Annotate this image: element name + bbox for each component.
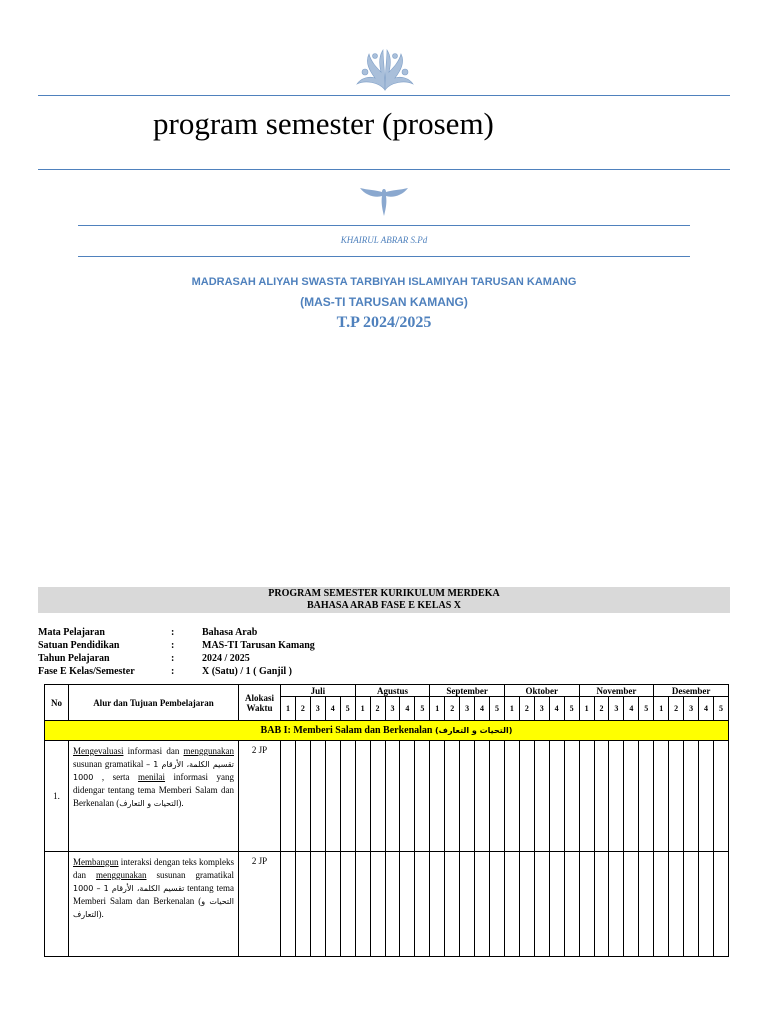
week-cell (504, 852, 519, 957)
week-cell (519, 741, 534, 852)
fleur-ornament-icon (354, 178, 414, 218)
row-alokasi: 2 JP (239, 741, 281, 852)
program-semester-table (44, 684, 729, 957)
week-cell (281, 741, 296, 852)
week-number: 3 (385, 697, 400, 721)
desc-text: ). (98, 909, 104, 919)
meta-colon: : (171, 653, 175, 664)
school-short: (MAS-TI TARUSAN KAMANG) (300, 295, 468, 309)
month-header: September (430, 685, 505, 697)
week-cell (430, 741, 445, 852)
keyword: Membangun (73, 857, 119, 867)
week-cell (594, 741, 609, 852)
week-cell (564, 741, 579, 852)
month-header: Oktober (504, 685, 579, 697)
bab-row (45, 721, 729, 741)
week-cell (579, 741, 594, 852)
week-number: 1 (504, 697, 519, 721)
week-cell (445, 741, 460, 852)
week-cell (654, 741, 669, 852)
week-number: 2 (295, 697, 310, 721)
week-cell (639, 852, 654, 957)
meta-colon: : (171, 627, 175, 638)
floral-ornament-icon (335, 42, 435, 92)
page-title: program semester (prosem) (153, 106, 494, 141)
week-cell (325, 741, 340, 852)
document-header (38, 587, 730, 613)
week-number: 3 (684, 697, 699, 721)
week-cell (699, 741, 714, 852)
week-cell (594, 852, 609, 957)
school-year: T.P 2024/2025 (336, 314, 432, 331)
bab-title: BAB I: Memberi Salam dan Berkenalan (260, 725, 433, 736)
col-alokasi-header: Alokasi Waktu (239, 685, 281, 721)
week-cell (713, 741, 728, 852)
author-rule-top (78, 225, 690, 226)
week-cell (475, 852, 490, 957)
desc-text: informasi yang didengar tentang tema Memberi Salam dan Berkenalan ( (73, 772, 234, 808)
week-cell (519, 852, 534, 957)
week-number: 5 (490, 697, 505, 721)
top-rule (38, 95, 730, 96)
meta-colon: : (171, 640, 175, 651)
meta-row (38, 652, 315, 665)
week-cell (310, 852, 325, 957)
week-number: 5 (713, 697, 728, 721)
school-name: MADRASAH ALIYAH SWASTA TARBIYAH ISLAMIYAH TARUSAN KAMANG (191, 276, 577, 288)
keyword: menilai (138, 772, 166, 782)
week-number: 3 (460, 697, 475, 721)
week-cell (639, 741, 654, 852)
keyword: Mengevaluasi (73, 746, 124, 756)
week-cell (624, 852, 639, 957)
week-number: 4 (475, 697, 490, 721)
week-cell (445, 852, 460, 957)
row-description (69, 741, 239, 852)
header-line-2: BAHASA ARAB FASE E KELAS X (306, 600, 462, 611)
week-cell (385, 852, 400, 957)
week-cell (609, 852, 624, 957)
keyword: menggunakan (183, 746, 234, 756)
week-number: 4 (624, 697, 639, 721)
week-cell (400, 741, 415, 852)
week-cell (475, 741, 490, 852)
desc-text: ). (178, 798, 184, 808)
week-cell (713, 852, 728, 957)
header-line-1: PROGRAM SEMESTER KURIKULUM MERDEKA (268, 588, 500, 599)
week-cell (669, 852, 684, 957)
title-rule (38, 169, 730, 170)
week-number: 5 (564, 697, 579, 721)
week-cell (624, 741, 639, 852)
week-cell (534, 741, 549, 852)
week-number: 4 (325, 697, 340, 721)
meta-row (38, 639, 315, 652)
week-cell (430, 852, 445, 957)
week-cell (460, 741, 475, 852)
month-header: Desember (654, 685, 729, 697)
meta-colon: : (171, 666, 175, 677)
week-cell (355, 852, 370, 957)
row-number (45, 852, 69, 957)
meta-info (38, 626, 315, 678)
week-number: 2 (519, 697, 534, 721)
meta-value: 2024 / 2025 (202, 653, 250, 664)
bab-arabic: (التحيات و التعارف) (435, 726, 513, 735)
meta-value: MAS-TI Tarusan Kamang (202, 640, 315, 651)
arabic-text: تقسيم الكلمة، الأرقام 1 – 1000 (73, 884, 185, 893)
week-number: 1 (579, 697, 594, 721)
arabic-text: تقسيم الكلمة، الأرقام 1 – 1000 (73, 760, 235, 782)
week-cell (355, 741, 370, 852)
meta-label: Fase E Kelas/Semester (38, 666, 135, 677)
week-cell (370, 741, 385, 852)
month-header-row (45, 685, 729, 697)
week-cell (370, 852, 385, 957)
arabic-text: التحيات و التعارف (73, 897, 234, 919)
table-row (45, 741, 729, 852)
week-cell (295, 852, 310, 957)
desc-text: susunan gramatikal (146, 870, 235, 880)
week-cell (699, 852, 714, 957)
week-number: 3 (609, 697, 624, 721)
week-cell (609, 741, 624, 852)
week-cell (340, 741, 355, 852)
week-cell (460, 852, 475, 957)
week-cell (564, 852, 579, 957)
week-number: 2 (669, 697, 684, 721)
week-number: 4 (400, 697, 415, 721)
week-cell (684, 741, 699, 852)
author-rule-bottom (78, 256, 690, 257)
table-row (45, 852, 729, 957)
week-number: 5 (415, 697, 430, 721)
meta-value: Bahasa Arab (202, 627, 258, 638)
week-cell (310, 741, 325, 852)
week-number: 1 (281, 697, 296, 721)
week-number: 3 (534, 697, 549, 721)
week-cell (295, 741, 310, 852)
week-cell (400, 852, 415, 957)
meta-row (38, 626, 315, 639)
author-name: KHAIRUL ABRAR S.Pd (340, 235, 428, 245)
meta-label: Mata Pelajaran (38, 627, 105, 638)
col-no-header: No (45, 685, 69, 721)
row-description (69, 852, 239, 957)
desc-text: , serta (93, 772, 139, 782)
meta-label: Satuan Pendidikan (38, 640, 120, 651)
month-header: Juli (281, 685, 356, 697)
month-header: Agustus (355, 685, 430, 697)
week-number: 1 (654, 697, 669, 721)
week-cell (549, 741, 564, 852)
week-cell (504, 741, 519, 852)
week-cell (281, 852, 296, 957)
week-cell (579, 852, 594, 957)
week-cell (684, 852, 699, 957)
arabic-text: التحيات و التعارف (119, 799, 179, 808)
week-cell (385, 741, 400, 852)
week-cell (415, 852, 430, 957)
week-number: 2 (594, 697, 609, 721)
meta-row (38, 665, 315, 678)
week-number: 2 (445, 697, 460, 721)
desc-text: susunan gramatikal (73, 759, 147, 769)
week-number: 3 (310, 697, 325, 721)
week-cell (490, 852, 505, 957)
week-cell (325, 852, 340, 957)
week-cell (534, 852, 549, 957)
week-cell (549, 852, 564, 957)
week-cell (415, 741, 430, 852)
col-alur-header: Alur dan Tujuan Pembelajaran (69, 685, 239, 721)
week-number: 4 (549, 697, 564, 721)
week-cell (654, 852, 669, 957)
row-number: 1. (45, 741, 69, 852)
week-cell (669, 741, 684, 852)
week-number: 1 (355, 697, 370, 721)
week-cell (490, 741, 505, 852)
week-cell (340, 852, 355, 957)
week-number: 5 (340, 697, 355, 721)
month-header: November (579, 685, 654, 697)
desc-text: tentang tema Memberi Salam dan Berkenalan ( (73, 883, 234, 906)
desc-text: interaksi dengan teks kompleks dan (73, 857, 234, 880)
keyword: menggunakan (96, 870, 147, 880)
desc-text: informasi dan (123, 746, 184, 756)
meta-label: Tahun Pelajaran (38, 653, 110, 664)
week-number: 1 (430, 697, 445, 721)
week-number: 2 (370, 697, 385, 721)
week-number: 5 (639, 697, 654, 721)
bab-title-cell (45, 721, 729, 741)
meta-value: X (Satu) / 1 ( Ganjil ) (202, 666, 292, 677)
row-alokasi: 2 JP (239, 852, 281, 957)
week-number: 4 (699, 697, 714, 721)
